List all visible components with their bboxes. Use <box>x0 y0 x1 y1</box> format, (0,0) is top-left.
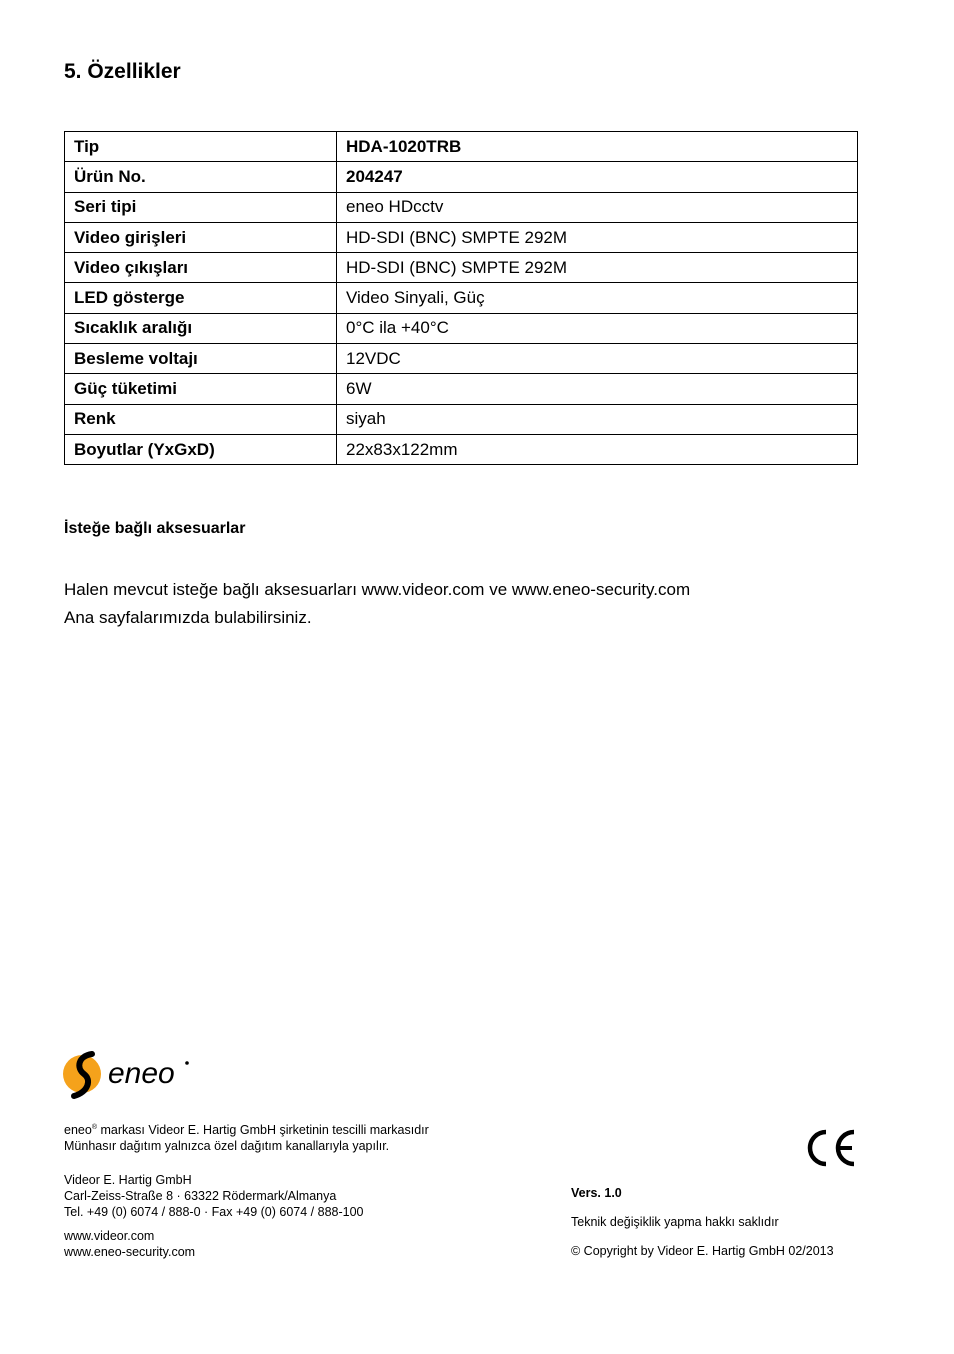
trademark-line-2: Münhasır dağıtım yalnızca özel dağıtım kanallarıyla yapılır. <box>64 1139 390 1154</box>
spec-row <box>65 434 858 464</box>
spec-row <box>65 374 858 404</box>
spec-label: Renk <box>65 404 337 434</box>
ce-mark-icon <box>806 1128 858 1168</box>
spec-row <box>65 283 858 313</box>
spec-label: Ürün No. <box>65 162 337 192</box>
spec-table <box>64 131 858 465</box>
company-address <box>64 1172 364 1220</box>
accessories-line-2: Ana sayfalarımızda bulabilirsiniz. <box>64 608 312 627</box>
web-links <box>64 1228 195 1260</box>
spec-label: LED gösterge <box>65 283 337 313</box>
page-title: 5. Özellikler <box>64 60 181 83</box>
spec-label: Boyutlar (YxGxD) <box>65 434 337 464</box>
spec-row <box>65 192 858 222</box>
spec-value: 6W <box>337 374 858 404</box>
accessories-line-1: Halen mevcut isteğe bağlı aksesuarları www.videor.com ve www.eneo-security.com <box>64 580 691 599</box>
spec-row <box>65 162 858 192</box>
trademark-notice <box>64 1120 429 1154</box>
spec-label: Video çıkışları <box>65 253 337 283</box>
spec-row <box>65 344 858 374</box>
accessories-title: İsteğe bağlı aksesuarlar <box>64 520 246 537</box>
spec-row <box>65 132 858 162</box>
spec-label: Sıcaklık aralığı <box>65 313 337 343</box>
company-name: Videor E. Hartig GmbH <box>64 1173 192 1187</box>
trademark-text: markası Videor E. Hartig GmbH şirketinin tescilli markasıdır <box>96 1123 429 1138</box>
spec-label: Video girişleri <box>65 222 337 252</box>
spec-label: Besleme voltajı <box>65 344 337 374</box>
logo-text: eneo <box>108 1057 175 1090</box>
spec-value: HDA-1020TRB <box>337 132 858 162</box>
spec-row <box>65 253 858 283</box>
spec-value: siyah <box>337 404 858 434</box>
spec-label: Güç tüketimi <box>65 374 337 404</box>
registered-mark: ® <box>91 1124 97 1131</box>
spec-table-body <box>65 132 858 465</box>
spec-value: 0°C ila +40°C <box>337 313 858 343</box>
eneo-logo-icon <box>62 1048 197 1100</box>
spec-label: Tip <box>65 132 337 162</box>
version-label: Vers. 1.0 <box>571 1186 622 1200</box>
spec-row <box>65 404 858 434</box>
company-street: Carl-Zeiss-Straße 8 · 63322 Rödermark/Almanya <box>64 1189 337 1203</box>
trademark-line-1 <box>64 1120 429 1138</box>
spec-value: Video Sinyali, Güç <box>337 283 858 313</box>
accessories-text <box>64 576 690 632</box>
spec-value: eneo HDcctv <box>337 192 858 222</box>
copyright-notice: © Copyright by Videor E. Hartig GmbH 02/2013 <box>571 1244 834 1258</box>
web-link-videor: www.videor.com <box>64 1229 155 1243</box>
web-link-eneo: www.eneo-security.com <box>64 1245 196 1259</box>
spec-value: HD-SDI (BNC) SMPTE 292M <box>337 222 858 252</box>
rights-notice: Teknik değişiklik yapma hakkı saklıdır <box>571 1215 779 1229</box>
spec-row <box>65 222 858 252</box>
spec-row <box>65 313 858 343</box>
spec-value: 22x83x122mm <box>337 434 858 464</box>
spec-value: 204247 <box>337 162 858 192</box>
spec-value: HD-SDI (BNC) SMPTE 292M <box>337 253 858 283</box>
company-phone: Tel. +49 (0) 6074 / 888-0 · Fax +49 (0) 6074 / 888-100 <box>64 1205 364 1219</box>
spec-label: Seri tipi <box>65 192 337 222</box>
brand-name: eneo <box>64 1123 92 1138</box>
spec-value: 12VDC <box>337 344 858 374</box>
